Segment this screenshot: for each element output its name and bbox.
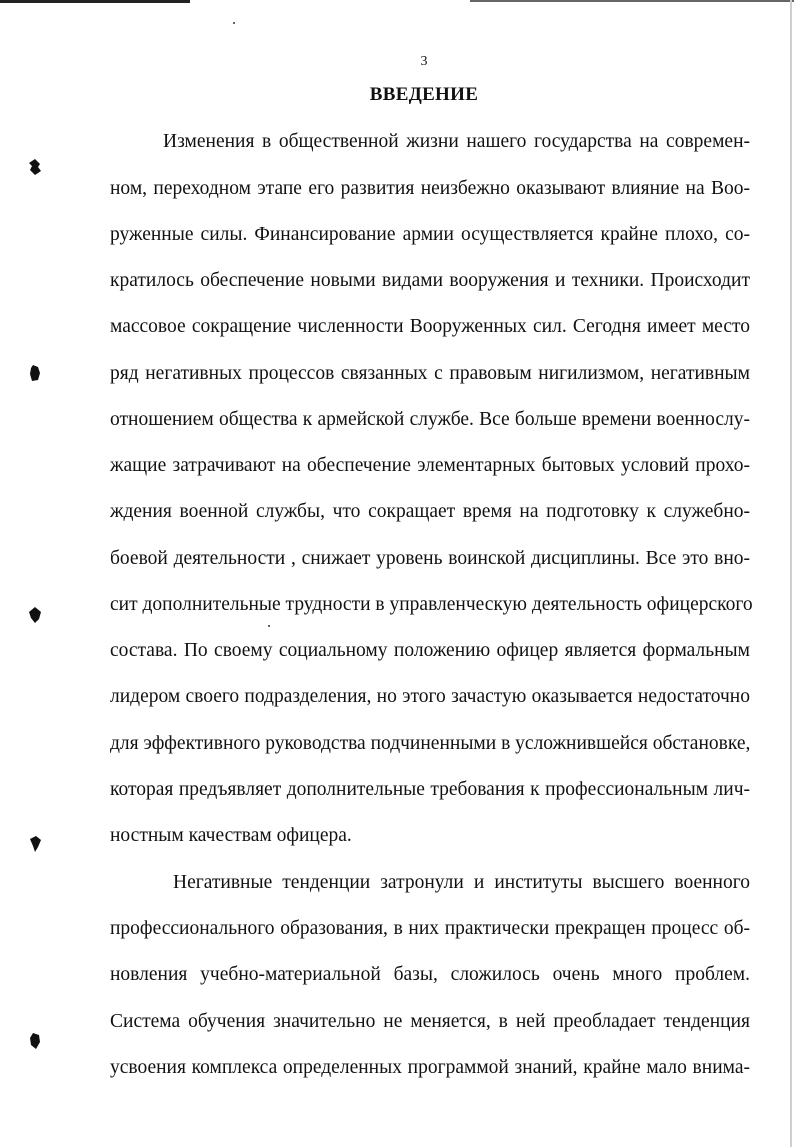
text-line: жащие затрачивают на обеспечение элементарных бытовых условий прохо-: [110, 455, 750, 476]
scan-speck: [233, 22, 235, 24]
text-line: боевой деятельности , снижает уровень воинской дисциплины. Все это вно-: [110, 548, 750, 569]
text-line: кратилось обеспечение новыми видами вооружения и техники. Происходит: [110, 270, 750, 291]
text-line: ном, переходном этапе его развития неизбежно оказывают влияние на Воо-: [110, 178, 750, 199]
scan-speck: [268, 625, 270, 627]
text-line: Система обучения значительно не меняется, в ней преобладает тенденция: [110, 1011, 750, 1032]
punch-hole-mark: [28, 364, 42, 382]
punch-hole-mark: [28, 606, 42, 624]
text-line: ряд негативных процессов связанных с правовым нигилизмом, негативным: [110, 363, 750, 384]
text-line: отношением общества к армейской службе. Все больше времени военнослу-: [110, 409, 750, 430]
text-line: сит дополнительные трудности в управленческую деятельность офицерского: [110, 594, 753, 615]
text-line: Негативные тенденции затронули и институты высшего военного: [173, 872, 750, 893]
text-line: массовое сокращение численности Вооруженных сил. Сегодня имеет место: [110, 316, 750, 337]
text-line: руженные силы. Финансирование армии осуществляется крайне плохо, со-: [110, 224, 750, 245]
scan-top-rule-right: [470, 0, 794, 2]
punch-hole-mark: [28, 835, 42, 853]
text-line: профессионального образования, в них практически прекращен процесс об-: [110, 918, 750, 939]
punch-hole-mark: [28, 158, 42, 176]
text-line: состава. По своему социальному положению офицер является формальным: [110, 640, 750, 661]
page-number: 3: [420, 54, 428, 69]
scan-right-edge: [790, 0, 792, 1147]
text-line: новления учебно-материальной базы, сложилось очень много проблем.: [110, 964, 750, 985]
section-heading: ВВЕДЕНИЕ: [369, 84, 479, 105]
text-line: Изменения в общественной жизни нашего государства на современ-: [163, 131, 750, 152]
punch-hole-mark: [28, 1032, 42, 1050]
text-line: лидером своего подразделения, но этого зачастую оказывается недостаточно: [110, 686, 750, 707]
text-line: ждения военной службы, что сокращает время на подготовку к служебно-: [110, 501, 750, 522]
text-line: для эффективного руководства подчиненными в усложнившейся обстановке,: [110, 733, 751, 754]
scan-top-rule: [0, 0, 190, 3]
text-line: усвоения комплекса определенных программой знаний, крайне мало внима-: [110, 1057, 750, 1078]
text-line: которая предъявляет дополнительные требования к профессиональным лич-: [110, 779, 750, 800]
text-line: ностным качествам офицера.: [110, 825, 352, 846]
